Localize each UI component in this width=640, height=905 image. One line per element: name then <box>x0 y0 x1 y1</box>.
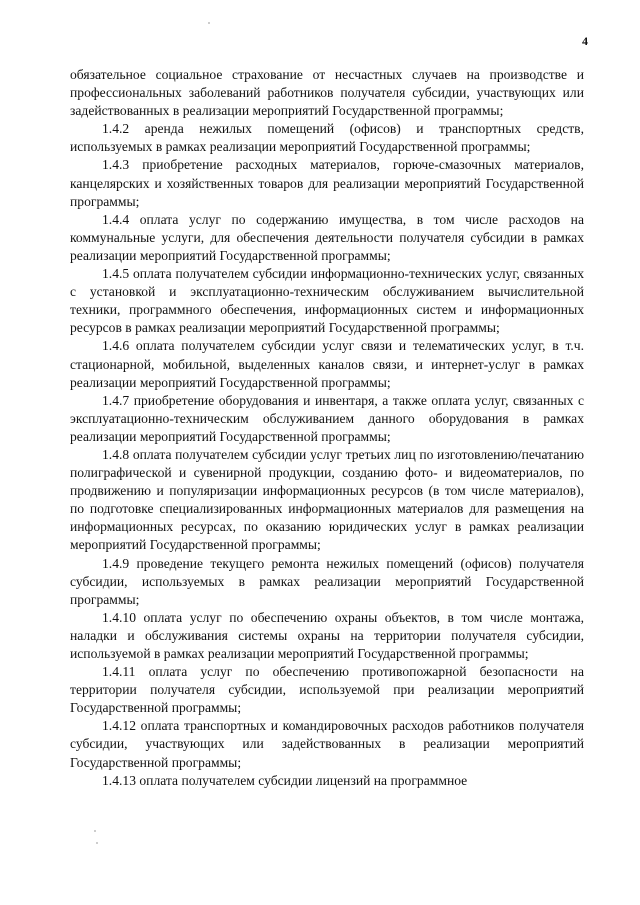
scan-speck <box>208 22 210 24</box>
paragraph-1-4-12: 1.4.12 оплата транспортных и командировочных расходов работников получателя субсидии, участвующих или задействованных в реализации мероприятий Государственной программы; <box>70 718 584 770</box>
paragraph-1-4-10: 1.4.10 оплата услуг по обеспечению охраны объектов, в том числе монтажа, наладки и обслуживания системы охраны на территории получателя субсидии, используемой в рамках реализации мероприятий Государственной программы; <box>70 609 584 661</box>
paragraph-1-4-5: 1.4.5 оплата получателем субсидии информационно-технических услуг, связанных с установкой и эксплуатационно-техническим обслуживанием вычислительной техники, программного обеспечения, информационных систем и информационных ресурсов в рамках реализации мероприятий Государственной программы; <box>70 266 584 336</box>
document-body <box>70 66 584 790</box>
paragraph-1-4-2: 1.4.2 аренда нежилых помещений (офисов) и транспортных средств, используемых в рамках реализации мероприятий Государственной программы; <box>70 121 584 155</box>
paragraph-1-4-11: 1.4.11 оплата услуг по обеспечению противопожарной безопасности на территории получателя субсидии, используемой при реализации мероприятий Государственной программы; <box>70 664 584 716</box>
paragraph-1-4-4: 1.4.4 оплата услуг по содержанию имущества, в том числе расходов на коммунальные услуги, для обеспечения деятельности получателя субсидии в рамках реализации мероприятий Государственной программы; <box>70 211 584 263</box>
scan-speck <box>96 842 98 844</box>
paragraph-1-4-8: 1.4.8 оплата получателем субсидии услуг третьих лиц по изготовлению/печатанию полиграфической и сувенирной продукции, созданию фото- и видеоматериалов, по продвижению и популяризации информационных ресурсов (в том числе материалов), по подготовке специализированных информационных материалов для размещения на информационных ресурсах, по оказанию юридических услуг в рамках реализации мероприятий Государственной программы; <box>70 446 584 553</box>
paragraph-continuation: обязательное социальное страхование от несчастных случаев на производстве и профессиональных заболеваний работников получателя субсидии, участвующих или задействованных в реализации мероприятий Государственной программы; <box>70 67 584 119</box>
paragraph-1-4-7: 1.4.7 приобретение оборудования и инвентаря, а также оплата услуг, связанных с эксплуатационно-техническим обслуживанием данного оборудования в рамках реализации мероприятий Государственной программы; <box>70 392 584 444</box>
paragraph-1-4-9: 1.4.9 проведение текущего ремонта нежилых помещений (офисов) получателя субсидии, используемых в рамках реализации мероприятий Государственной программы; <box>70 555 584 607</box>
paragraph-1-4-3: 1.4.3 приобретение расходных материалов, горюче-смазочных материалов, канцелярских и хозяйственных товаров для реализации мероприятий Государственной программы; <box>70 157 584 209</box>
paragraph-1-4-13: 1.4.13 оплата получателем субсидии лицензий на программное <box>102 772 468 788</box>
scan-speck <box>94 830 96 832</box>
paragraph-1-4-6: 1.4.6 оплата получателем субсидии услуг связи и телематических услуг, в т.ч. стационарной, мобильной, выделенных каналов связи, и интернет-услуг в рамках реализации мероприятий Государственной программы; <box>70 338 584 390</box>
page-number: 4 <box>582 34 588 48</box>
